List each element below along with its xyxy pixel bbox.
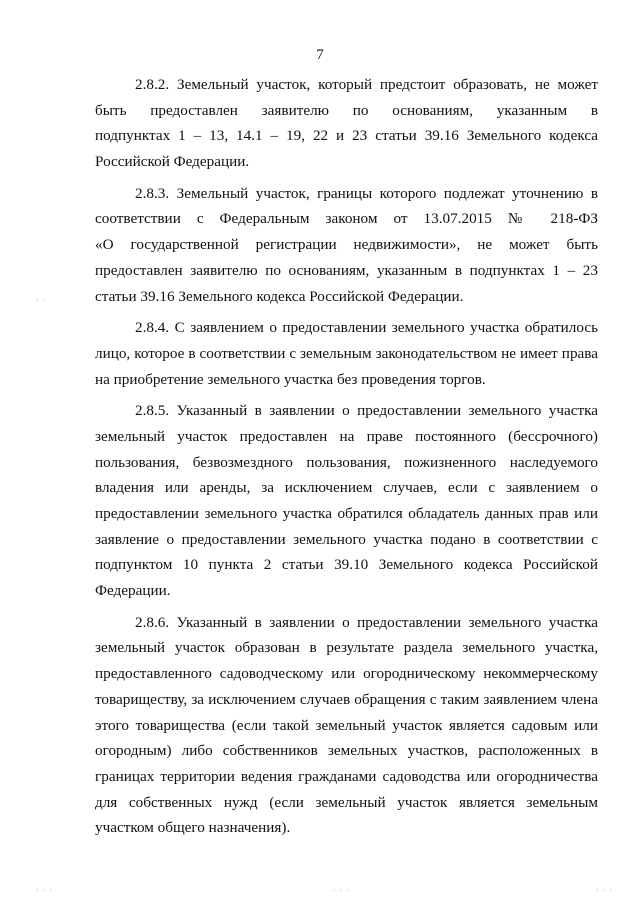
paragraph-line: 2.8.5. Указанный в заявлении о предоставлении земельного участка <box>135 402 598 420</box>
scan-mark: · · · <box>36 886 53 895</box>
scan-mark: · · · <box>333 886 350 895</box>
paragraph-line: земельный участок предоставлен на праве постоянного (бессрочного) <box>95 427 598 445</box>
paragraph-line: этого товарищества (если такой земельный участок является садовым или <box>95 716 598 734</box>
document-body <box>95 72 598 847</box>
paragraph-line: предоставленного садоводческому или огородническому некоммерческому <box>95 665 598 683</box>
paragraph-line: пользования, безвозмездного пользования, пожизненного наследуемого <box>95 453 598 471</box>
page-number: 7 <box>316 47 324 63</box>
paragraph-2-8-2 <box>95 72 598 175</box>
paragraph-line: подпунктом 10 пункта 2 статьи 39.10 Земельного кодекса Российской <box>95 556 598 574</box>
paragraph-line: на приобретение земельного участка без проведения торгов. <box>95 370 486 388</box>
paragraph-line: границах территории ведения гражданами садоводства или огородничества <box>95 767 598 785</box>
paragraph-2-8-5 <box>95 398 598 604</box>
paragraph-line: для собственных нужд (если земельный участок является земельным <box>95 793 598 811</box>
paragraph-line: земельный участок образован в результате раздела земельного участка, <box>95 639 598 657</box>
paragraph-line: соответствии с Федеральным законом от 13.07.2015 № 218-ФЗ <box>95 210 598 228</box>
scan-mark: · · <box>36 296 47 305</box>
paragraph-line: товариществу, за исключением случаев обращения с таким заявлением члена <box>95 690 598 708</box>
paragraph-line: 2.8.6. Указанный в заявлении о предоставлении земельного участка <box>135 613 598 631</box>
paragraph-line: 2.8.4. С заявлением о предоставлении земельного участка обратилось <box>135 319 598 337</box>
paragraph-line: подпунктах 1 – 13, 14.1 – 19, 22 и 23 статьи 39.16 Земельного кодекса <box>95 127 598 145</box>
paragraph-line: статьи 39.16 Земельного кодекса Российской Федерации. <box>95 287 464 305</box>
paragraph-2-8-4 <box>95 315 598 392</box>
paragraph-line: участком общего назначения). <box>95 819 291 837</box>
paragraph-line: владения или аренды, за исключением случаев, если с заявлением о <box>95 479 598 497</box>
paragraph-line: заявление о предоставлении земельного участка подано в соответствии с <box>95 530 598 548</box>
paragraph-line: 2.8.2. Земельный участок, который предстоит образовать, не может <box>135 76 598 93</box>
paragraph-line: быть предоставлен заявителю по основаниям, указанным в <box>95 101 598 119</box>
paragraph-2-8-6 <box>95 610 598 841</box>
paragraph-line: «О государственной регистрации недвижимости», не может быть <box>95 236 598 254</box>
paragraph-2-8-3 <box>95 181 598 309</box>
paragraph-line: Российской Федерации. <box>95 153 250 171</box>
paragraph-line: предоставлен заявителю по основаниям, указанным в подпунктах 1 – 23 <box>95 261 598 279</box>
paragraph-line: Федерации. <box>95 582 171 600</box>
paragraph-line: огородным) либо собственников земельных участков, расположенных в <box>95 742 598 760</box>
paragraph-line: лицо, которое в соответствии с земельным законодательством не имеет права <box>95 344 598 362</box>
paragraph-line: предоставлении земельного участка обратился обладатель данных прав или <box>95 505 598 522</box>
paragraph-line: 2.8.3. Земельный участок, границы которого подлежат уточнению в <box>135 184 598 202</box>
scan-mark: · · · <box>596 886 613 895</box>
